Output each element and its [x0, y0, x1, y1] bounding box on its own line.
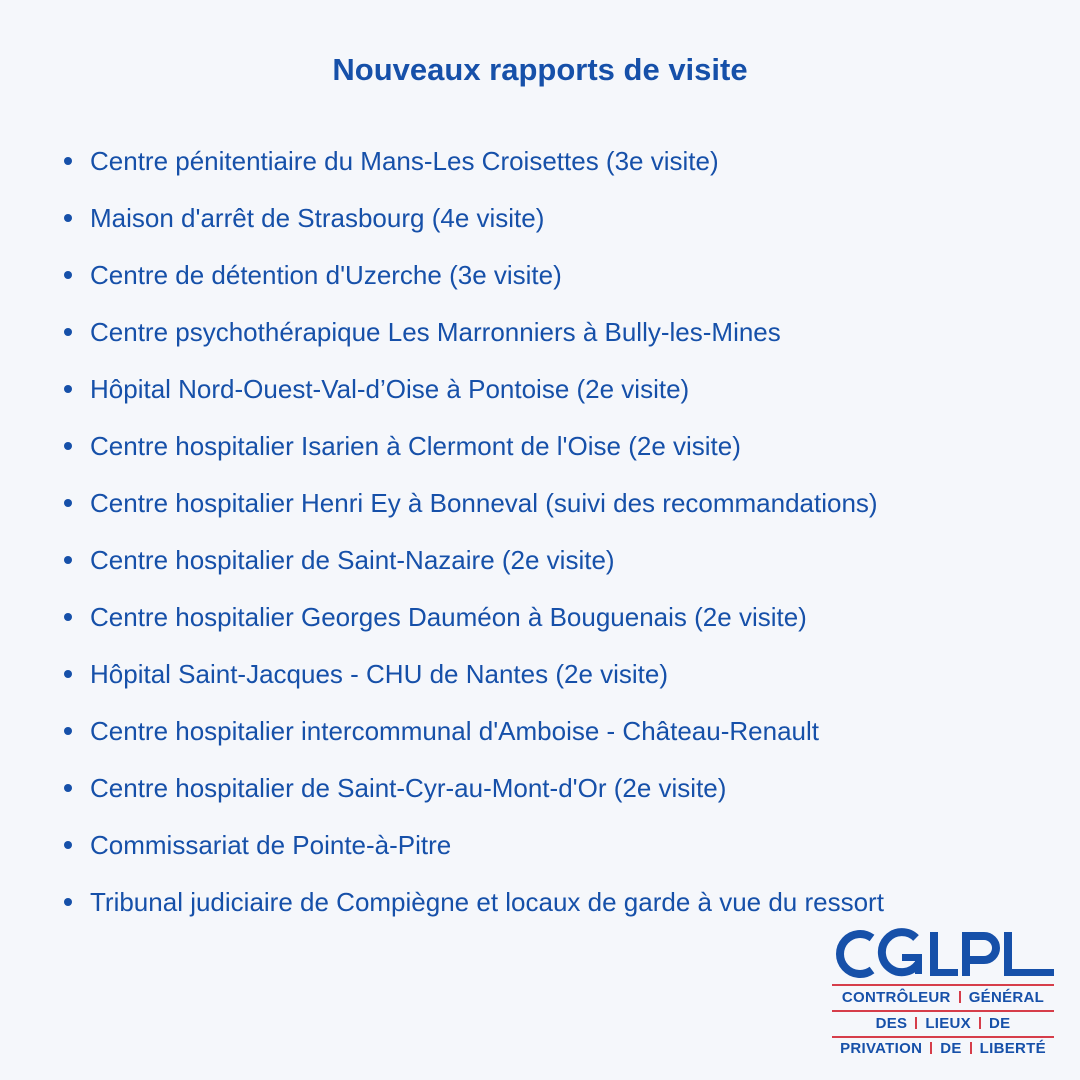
- list-item-label: Centre hospitalier de Saint-Cyr-au-Mont-d'Or (2e visite): [90, 773, 727, 803]
- separator: [979, 1017, 981, 1029]
- bullet-icon: [64, 499, 72, 507]
- logo-divider: [832, 1010, 1054, 1012]
- list-item: [62, 309, 884, 366]
- list-item: [62, 195, 884, 252]
- list-item-label: Centre hospitalier intercommunal d'Amboise - Château-Renault: [90, 716, 819, 746]
- list-item: [62, 879, 884, 936]
- list-item-label: Centre hospitalier Georges Dauméon à Bouguenais (2e visite): [90, 602, 807, 632]
- logo-line-3: PRIVATION DE LIBERTÉ: [840, 1040, 1046, 1057]
- list-item-label: Maison d'arrêt de Strasbourg (4e visite): [90, 203, 545, 233]
- separator: [970, 1042, 972, 1054]
- list-item-label: Centre pénitentiaire du Mans-Les Croisettes (3e visite): [90, 146, 719, 176]
- list-item: [62, 537, 884, 594]
- separator: [915, 1017, 917, 1029]
- list-item: [62, 252, 884, 309]
- list-item-label: Centre hospitalier Isarien à Clermont de l'Oise (2e visite): [90, 431, 741, 461]
- bullet-icon: [64, 727, 72, 735]
- list-item-label: Commissariat de Pointe-à-Pitre: [90, 830, 452, 860]
- bullet-icon: [64, 385, 72, 393]
- list-item-label: Centre psychothérapique Les Marronniers à Bully-les-Mines: [90, 317, 781, 347]
- list-item: [62, 423, 884, 480]
- list-item: [62, 765, 884, 822]
- list-item: [62, 480, 884, 537]
- visit-report-list: [62, 138, 884, 936]
- logo-divider: [832, 1036, 1054, 1038]
- list-item-label: Hôpital Saint-Jacques - CHU de Nantes (2e visite): [90, 659, 669, 689]
- bullet-icon: [64, 841, 72, 849]
- list-item: [62, 822, 884, 879]
- list-item: [62, 594, 884, 651]
- bullet-icon: [64, 670, 72, 678]
- logo-line-2: DES LIEUX DE: [875, 1015, 1011, 1032]
- list-item: [62, 708, 884, 765]
- page-title: Nouveaux rapports de visite: [332, 52, 748, 87]
- list-item-label: Tribunal judiciaire de Compiègne et locaux de garde à vue du ressort: [90, 887, 884, 917]
- cglpl-acronym-logo: [832, 928, 1054, 980]
- list-item-label: Hôpital Nord-Ouest-Val-d’Oise à Pontoise (2e visite): [90, 374, 690, 404]
- logo-line-1: CONTRÔLEUR GÉNÉRAL: [841, 989, 1045, 1006]
- list-item-label: Centre de détention d'Uzerche (3e visite): [90, 260, 562, 290]
- bullet-icon: [64, 613, 72, 621]
- separator: [930, 1042, 932, 1054]
- logo-divider: [832, 984, 1054, 986]
- list-item: [62, 651, 884, 708]
- bullet-icon: [64, 442, 72, 450]
- bullet-icon: [64, 157, 72, 165]
- bullet-icon: [64, 784, 72, 792]
- bullet-icon: [64, 271, 72, 279]
- bullet-icon: [64, 898, 72, 906]
- list-item: [62, 138, 884, 195]
- bullet-icon: [64, 556, 72, 564]
- bullet-icon: [64, 214, 72, 222]
- separator: [959, 991, 961, 1003]
- list-item-label: Centre hospitalier de Saint-Nazaire (2e visite): [90, 545, 615, 575]
- list-item: [62, 366, 884, 423]
- bullet-icon: [64, 328, 72, 336]
- cglpl-logo: [832, 928, 1054, 1060]
- list-item-label: Centre hospitalier Henri Ey à Bonneval (suivi des recommandations): [90, 488, 878, 518]
